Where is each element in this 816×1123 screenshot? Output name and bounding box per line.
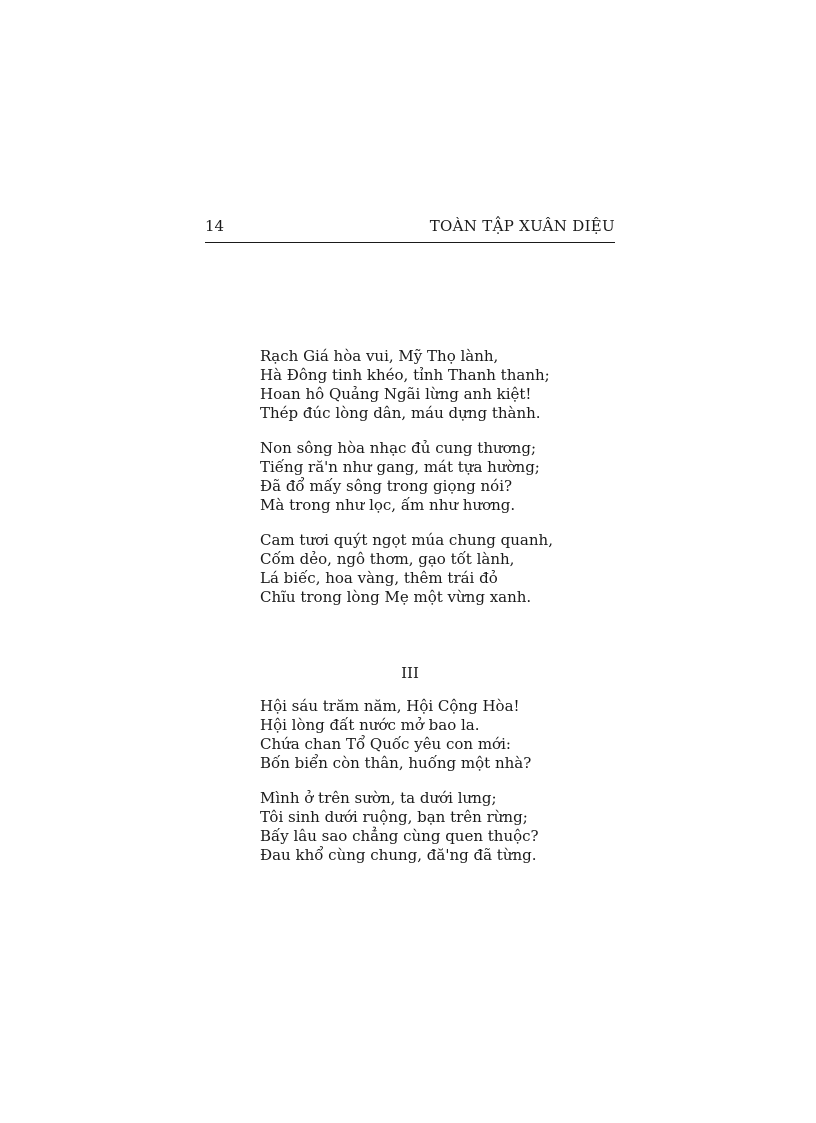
stanza	[260, 789, 600, 865]
poem-line: Hà Đông tinh khéo, tỉnh Thanh thanh;	[260, 366, 550, 384]
stanza	[260, 439, 600, 515]
poem-line: Đau khổ cùng chung, đă'ng đã từng.	[260, 846, 537, 864]
poem-line: Lá biếc, hoa vàng, thêm trái đỏ	[260, 569, 498, 587]
poem-line: Mình ở trên sườn, ta dưới lưng;	[260, 789, 497, 807]
poem-line: Non sông hòa nhạc đủ cung thương;	[260, 439, 536, 457]
running-header	[205, 216, 615, 243]
poem-line: Đã đổ mấy sông trong giọng nói?	[260, 477, 513, 495]
poem-line: Tiếng ră'n như gang, mát tựa hường;	[260, 458, 540, 476]
poem-line: Mà trong như lọc, ấm như hương.	[260, 496, 516, 514]
section-heading: III	[401, 664, 419, 682]
stanza	[260, 697, 600, 773]
book-title: TOÀN TẬP XUÂN DIỆU	[429, 217, 615, 235]
poem-line: Cam tươi quýt ngọt múa chung quanh,	[260, 531, 553, 549]
poem-line: Hoan hô Quảng Ngãi lừng anh kiệt!	[260, 385, 532, 403]
poem-line: Thép đúc lòng dân, máu dựng thành.	[260, 404, 541, 422]
poem-line: Hội lòng đất nước mở bao la.	[260, 716, 480, 734]
poem-line: Bấy lâu sao chẳng cùng quen thuộc?	[260, 827, 539, 845]
poem-line: Chứa chan Tổ Quốc yêu con mới:	[260, 735, 511, 753]
poem-part-2	[260, 697, 600, 881]
poem-part-1	[260, 347, 600, 623]
poem-line: Hội sáu trăm năm, Hội Cộng Hòa!	[260, 697, 520, 715]
poem-line: Chĩu trong lòng Mẹ một vừng xanh.	[260, 588, 532, 606]
poem-line: Cốm dẻo, ngô thơm, gạo tốt lành,	[260, 550, 515, 568]
poem-line: Bốn biển còn thân, huống một nhà?	[260, 754, 532, 772]
poem-line: Rạch Giá hòa vui, Mỹ Thọ lành,	[260, 347, 499, 365]
poem-line: Tôi sinh dưới ruộng, bạn trên rừng;	[260, 808, 528, 826]
stanza	[260, 347, 600, 423]
page-number: 14	[205, 217, 225, 235]
stanza	[260, 531, 600, 607]
